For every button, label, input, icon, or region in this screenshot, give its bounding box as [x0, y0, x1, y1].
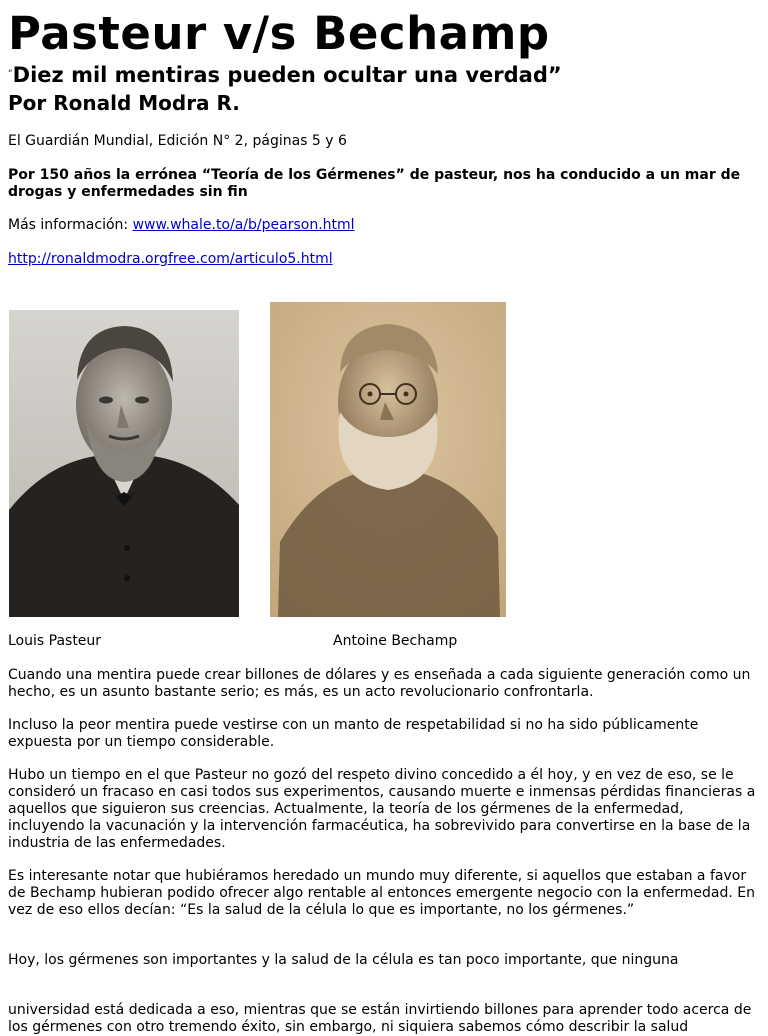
- body-paragraph: Hubo un tiempo en el que Pasteur no gozó del respeto divino concedido a él hoy, y en vez de eso, se le consideró un fracaso en casi todos sus experimentos, causando muerte e inmensas pérdidas financieras a aquellos que siguieron sus creencias. Actualmente, la teoría de los gérmenes de la enfermedad, incluyendo la vacunación y la intervención farmacéutica, ha sobrevivido para convertirse en la base de la industria de las enfermedades.: [8, 767, 756, 851]
- pasteur-portrait-image: [9, 310, 239, 617]
- byline: Por Ronald Modra R.: [8, 91, 240, 115]
- bechamp-portrait-image: [270, 302, 506, 617]
- subtitle: [8, 60, 562, 89]
- pasteur-caption: Louis Pasteur: [8, 633, 102, 649]
- modra-link[interactable]: http://ronaldmodra.orgfree.com/articulo5.html: [8, 251, 333, 267]
- more-info-label: Más información:: [8, 217, 133, 233]
- whale-link[interactable]: www.whale.to/a/b/pearson.html: [132, 217, 355, 233]
- source-line: El Guardián Mundial, Edición N° 2, páginas 5 y 6: [8, 133, 347, 149]
- subtitle-text: Diez mil mentiras pueden ocultar una verdad”: [12, 63, 562, 87]
- more-info-line: [8, 217, 760, 234]
- bechamp-caption: Antoine Bechamp: [333, 633, 458, 649]
- lead-paragraph: Por 150 años la errónea “Teoría de los Gérmenes” de pasteur, nos ha conducido a un mar de drogas y enfermedades sin fin: [8, 167, 741, 200]
- body-paragraph: universidad está dedicada a eso, mientras que se están invirtiendo billones para aprender todo acerca de los gérmenes con otro tremendo éxito, sin embargo, ni siquiera sabemos cómo describir la salud: [8, 1002, 752, 1035]
- body-paragraph: Incluso la peor mentira puede vestirse con un manto de respetabilidad si no ha sido públicamente expuesta por un tiempo considerable.: [8, 717, 699, 750]
- body-paragraph: Cuando una mentira puede crear billones de dólares y es enseñada a cada siguiente generación como un hecho, es un asunto bastante serio; es más, es un acto revolucionario confrontarla.: [8, 667, 751, 700]
- modra-link-line: [8, 251, 760, 268]
- body-paragraph: Es interesante notar que hubiéramos heredado un mundo muy diferente, si aquellos que estaban a favor de Bechamp hubieran podido ofrecer algo rentable al entonces emergente negocio con la enfermedad. En vez de eso ellos decían: “Es la salud de la célula lo que es importante, no los gérmenes.”: [8, 868, 755, 918]
- page-title: Pasteur v/s Bechamp: [8, 7, 550, 60]
- subtitle-open-quote: “: [8, 69, 13, 79]
- body-paragraph: Hoy, los gérmenes son importantes y la salud de la célula es tan poco importante, que ninguna: [8, 952, 679, 968]
